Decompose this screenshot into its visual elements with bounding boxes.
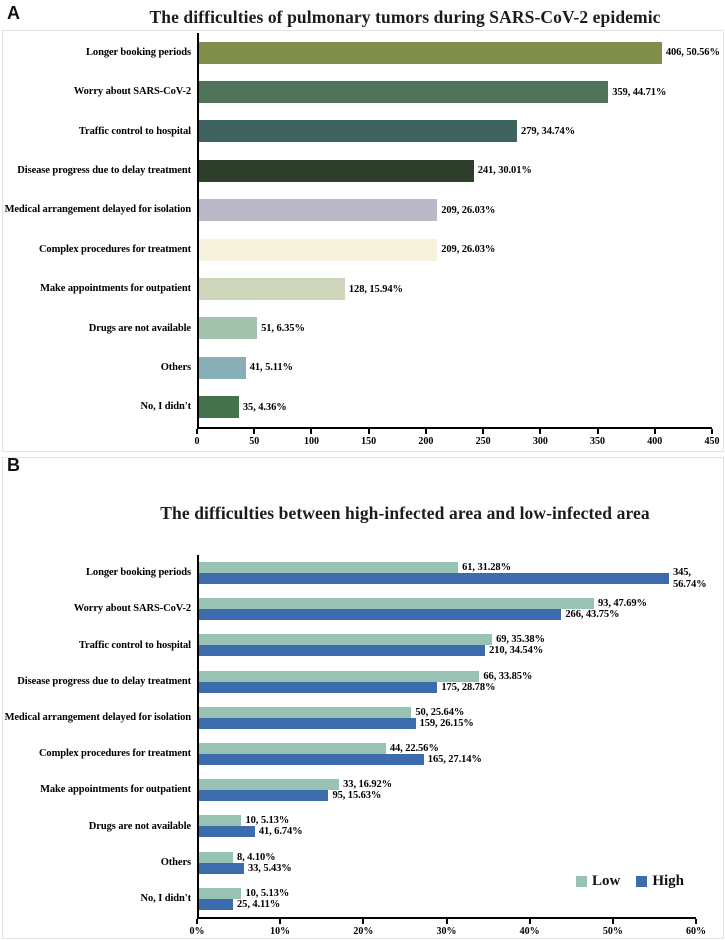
category-label: Complex procedures for treatment xyxy=(38,748,191,760)
value-label: 35, 4.36% xyxy=(242,401,287,413)
axis-tick-label: 250 xyxy=(475,435,491,447)
category-label: No, I didn't xyxy=(140,401,191,413)
category-label: Worry about SARS-CoV-2 xyxy=(73,86,191,98)
value-label: 41, 6.74% xyxy=(258,826,303,838)
panel-b xyxy=(0,455,725,940)
panel-a-letter: A xyxy=(7,3,20,23)
legend-item-high xyxy=(636,873,684,890)
legend-high-label: High xyxy=(652,873,685,889)
bar-low xyxy=(199,598,594,609)
value-label: 159, 26.15% xyxy=(419,717,474,729)
bar-line xyxy=(199,779,696,790)
value-label: 69, 35.38% xyxy=(496,634,545,646)
value-label: 266, 43.75% xyxy=(565,609,620,621)
value-label: 128, 15.94% xyxy=(348,283,403,295)
bar-line xyxy=(199,707,696,718)
chart-row xyxy=(0,33,725,72)
plot-area xyxy=(197,348,725,387)
value-label: 359, 44.71% xyxy=(612,86,667,98)
value-label: 95, 15.63% xyxy=(332,790,382,802)
bar-line xyxy=(199,790,696,801)
legend-low-label: Low xyxy=(592,873,621,889)
bar-low xyxy=(199,562,458,573)
category-label: Worry about SARS-CoV-2 xyxy=(73,603,191,615)
axis-tick-label: 0 xyxy=(194,435,200,447)
plot-area xyxy=(197,388,725,427)
axis-tick xyxy=(196,429,198,434)
axis-tick xyxy=(612,919,614,924)
bar-high xyxy=(199,790,328,801)
axis-tick xyxy=(310,429,312,434)
axis-tick xyxy=(425,429,427,434)
category-label: Make appointments for outpatient xyxy=(40,784,191,796)
value-label: 209, 26.03% xyxy=(441,244,496,256)
axis-tick-label: 300 xyxy=(532,435,548,447)
bar-line xyxy=(199,899,696,910)
legend xyxy=(576,873,684,890)
plot-area xyxy=(197,627,725,663)
bar-low xyxy=(199,671,479,682)
bar xyxy=(199,199,437,221)
axis-tick-label: 200 xyxy=(418,435,434,447)
bar-high xyxy=(199,645,485,656)
bar-line xyxy=(199,754,696,765)
axis-tick-label: 150 xyxy=(361,435,377,447)
bar-high xyxy=(199,718,416,729)
axis-tick xyxy=(539,429,541,434)
panel-a-bars xyxy=(0,33,725,427)
axis-tick xyxy=(711,429,713,434)
plot-area xyxy=(197,269,725,308)
plot-area xyxy=(197,700,725,736)
bar-low xyxy=(199,852,233,863)
value-label: 93, 47.69% xyxy=(598,598,647,610)
chart-row xyxy=(0,555,725,591)
chart-row xyxy=(0,808,725,844)
axis-tick-label: 0% xyxy=(189,925,205,937)
value-label: 44, 22.56% xyxy=(389,743,439,755)
axis-tick-label: 60% xyxy=(686,925,706,937)
axis-tick xyxy=(695,919,697,924)
value-label: 66, 33.85% xyxy=(483,670,533,682)
bar xyxy=(199,160,474,182)
value-label: 51, 6.35% xyxy=(261,322,305,334)
chart-row xyxy=(0,112,725,151)
panel-a xyxy=(0,0,725,455)
plot-area xyxy=(197,230,725,269)
category-label: Complex procedures for treatment xyxy=(38,243,191,255)
chart-row xyxy=(0,591,725,627)
axis-tick-label: 100 xyxy=(303,435,319,447)
legend-item-low xyxy=(576,873,620,890)
axis-tick xyxy=(196,919,198,924)
bar-line xyxy=(199,815,696,826)
category-label: Medical arrangement delayed for isolation xyxy=(4,204,191,216)
value-label: 345, 56.74% xyxy=(672,567,707,590)
chart-row xyxy=(0,736,725,772)
bar-low xyxy=(199,779,339,790)
value-label: 209, 26.03% xyxy=(441,204,496,216)
bar-line xyxy=(199,562,696,573)
bar-low xyxy=(199,707,411,718)
axis-tick xyxy=(253,429,255,434)
chart-row xyxy=(0,700,725,736)
category-label: Drugs are not available xyxy=(88,820,191,832)
axis-tick xyxy=(362,919,364,924)
value-label: 210, 34.54% xyxy=(489,645,544,657)
axis-tick-label: 450 xyxy=(704,435,720,447)
value-label: 175, 28.78% xyxy=(441,681,496,693)
plot-area xyxy=(197,664,725,700)
bar-line xyxy=(199,598,696,609)
bar-line xyxy=(199,645,696,656)
axis-tick-label: 40% xyxy=(519,925,540,937)
bar-line xyxy=(199,671,696,682)
chart-row xyxy=(0,772,725,808)
value-label: 25, 4.11% xyxy=(237,898,281,910)
value-label: 61, 31.28% xyxy=(462,562,511,574)
axis-tick xyxy=(368,429,370,434)
bar xyxy=(199,357,246,379)
bar-low xyxy=(199,743,386,754)
bar-low xyxy=(199,634,492,645)
bar-high xyxy=(199,826,255,837)
panel-b-x-axis xyxy=(189,917,706,939)
plot-area xyxy=(197,33,725,72)
axis-tick xyxy=(482,429,484,434)
bar-line xyxy=(199,743,696,754)
axis-tick xyxy=(597,429,599,434)
bar xyxy=(199,42,662,64)
category-label: Disease progress due to delay treatment xyxy=(17,675,191,687)
bar-high xyxy=(199,682,437,693)
axis-tick-label: 350 xyxy=(590,435,606,447)
axis-tick xyxy=(654,429,656,434)
chart-row xyxy=(0,309,725,348)
axis-tick-label: 400 xyxy=(647,435,663,447)
axis-tick-label: 10% xyxy=(270,925,291,937)
plot-area xyxy=(197,736,725,772)
chart-row xyxy=(0,348,725,387)
bar-line xyxy=(199,826,696,837)
value-label: 41, 5.11% xyxy=(249,362,293,374)
category-label: Drugs are not available xyxy=(88,322,191,334)
panel-a-x-axis xyxy=(194,427,720,449)
plot-area xyxy=(197,112,725,151)
plot-area xyxy=(197,808,725,844)
bar xyxy=(199,278,345,300)
bar xyxy=(199,239,437,261)
high-swatch-icon xyxy=(636,876,647,887)
bar-high xyxy=(199,899,233,910)
bar-line xyxy=(199,682,696,693)
value-label: 33, 5.43% xyxy=(247,862,292,874)
bar-line xyxy=(199,609,696,620)
chart-row xyxy=(0,664,725,700)
value-label: 10, 5.13% xyxy=(245,815,290,827)
bar-high xyxy=(199,609,561,620)
value-label: 33, 16.92% xyxy=(343,779,393,791)
axis-tick xyxy=(529,919,531,924)
category-label: Traffic control to hospital xyxy=(78,639,191,651)
value-label: 241, 30.01% xyxy=(477,165,532,177)
bar xyxy=(199,396,239,418)
bar-line xyxy=(199,634,696,645)
chart-row xyxy=(0,72,725,111)
chart-row xyxy=(0,269,725,308)
value-label: 165, 27.14% xyxy=(427,754,482,766)
plot-area xyxy=(197,72,725,111)
panel-b-letter: B xyxy=(7,455,20,475)
axis-tick-label: 50% xyxy=(602,925,623,937)
category-label: Longer booking periods xyxy=(86,567,191,579)
category-label: No, I didn't xyxy=(140,892,191,904)
bar-low xyxy=(199,815,241,826)
plot-area xyxy=(197,151,725,190)
panel-b-bars xyxy=(0,555,725,917)
bar xyxy=(199,317,257,339)
panel-b-title: The difficulties between high-infected area and low-infected area xyxy=(160,503,650,523)
chart-row xyxy=(0,627,725,663)
bar-high xyxy=(199,863,244,874)
plot-area xyxy=(197,309,725,348)
value-label: 10, 5.13% xyxy=(245,887,290,899)
category-label: Longer booking periods xyxy=(86,46,191,58)
chart-row xyxy=(0,191,725,230)
bar-low xyxy=(199,888,241,899)
value-label: 279, 34.74% xyxy=(521,125,576,137)
axis-tick-label: 50 xyxy=(249,435,260,447)
category-label: Medical arrangement delayed for isolation xyxy=(4,711,191,723)
plot-area xyxy=(197,591,725,627)
category-label: Disease progress due to delay treatment xyxy=(17,164,191,176)
chart-row xyxy=(0,151,725,190)
bar xyxy=(199,81,608,103)
low-swatch-icon xyxy=(576,876,587,887)
plot-area xyxy=(197,191,725,230)
value-label: 406, 50.56% xyxy=(665,47,720,59)
axis-tick xyxy=(446,919,448,924)
bar xyxy=(199,120,517,142)
bar-line xyxy=(199,863,696,874)
category-label: Make appointments for outpatient xyxy=(40,283,191,295)
bar-line xyxy=(199,718,696,729)
bar-high xyxy=(199,573,669,584)
category-label: Others xyxy=(160,361,191,373)
axis-tick-label: 20% xyxy=(353,925,374,937)
category-label: Others xyxy=(160,856,191,868)
chart-row xyxy=(0,388,725,427)
axis-tick-label: 30% xyxy=(436,925,457,937)
bar-high xyxy=(199,754,424,765)
chart-row xyxy=(0,230,725,269)
axis-tick xyxy=(279,919,281,924)
plot-area xyxy=(197,555,725,591)
category-label: Traffic control to hospital xyxy=(78,125,191,137)
value-label: 8, 4.10% xyxy=(236,851,276,863)
value-label: 50, 25.64% xyxy=(415,706,465,718)
bar-line xyxy=(199,852,696,863)
panel-a-title: The difficulties of pulmonary tumors during SARS-CoV-2 epidemic xyxy=(149,7,661,27)
plot-area xyxy=(197,772,725,808)
